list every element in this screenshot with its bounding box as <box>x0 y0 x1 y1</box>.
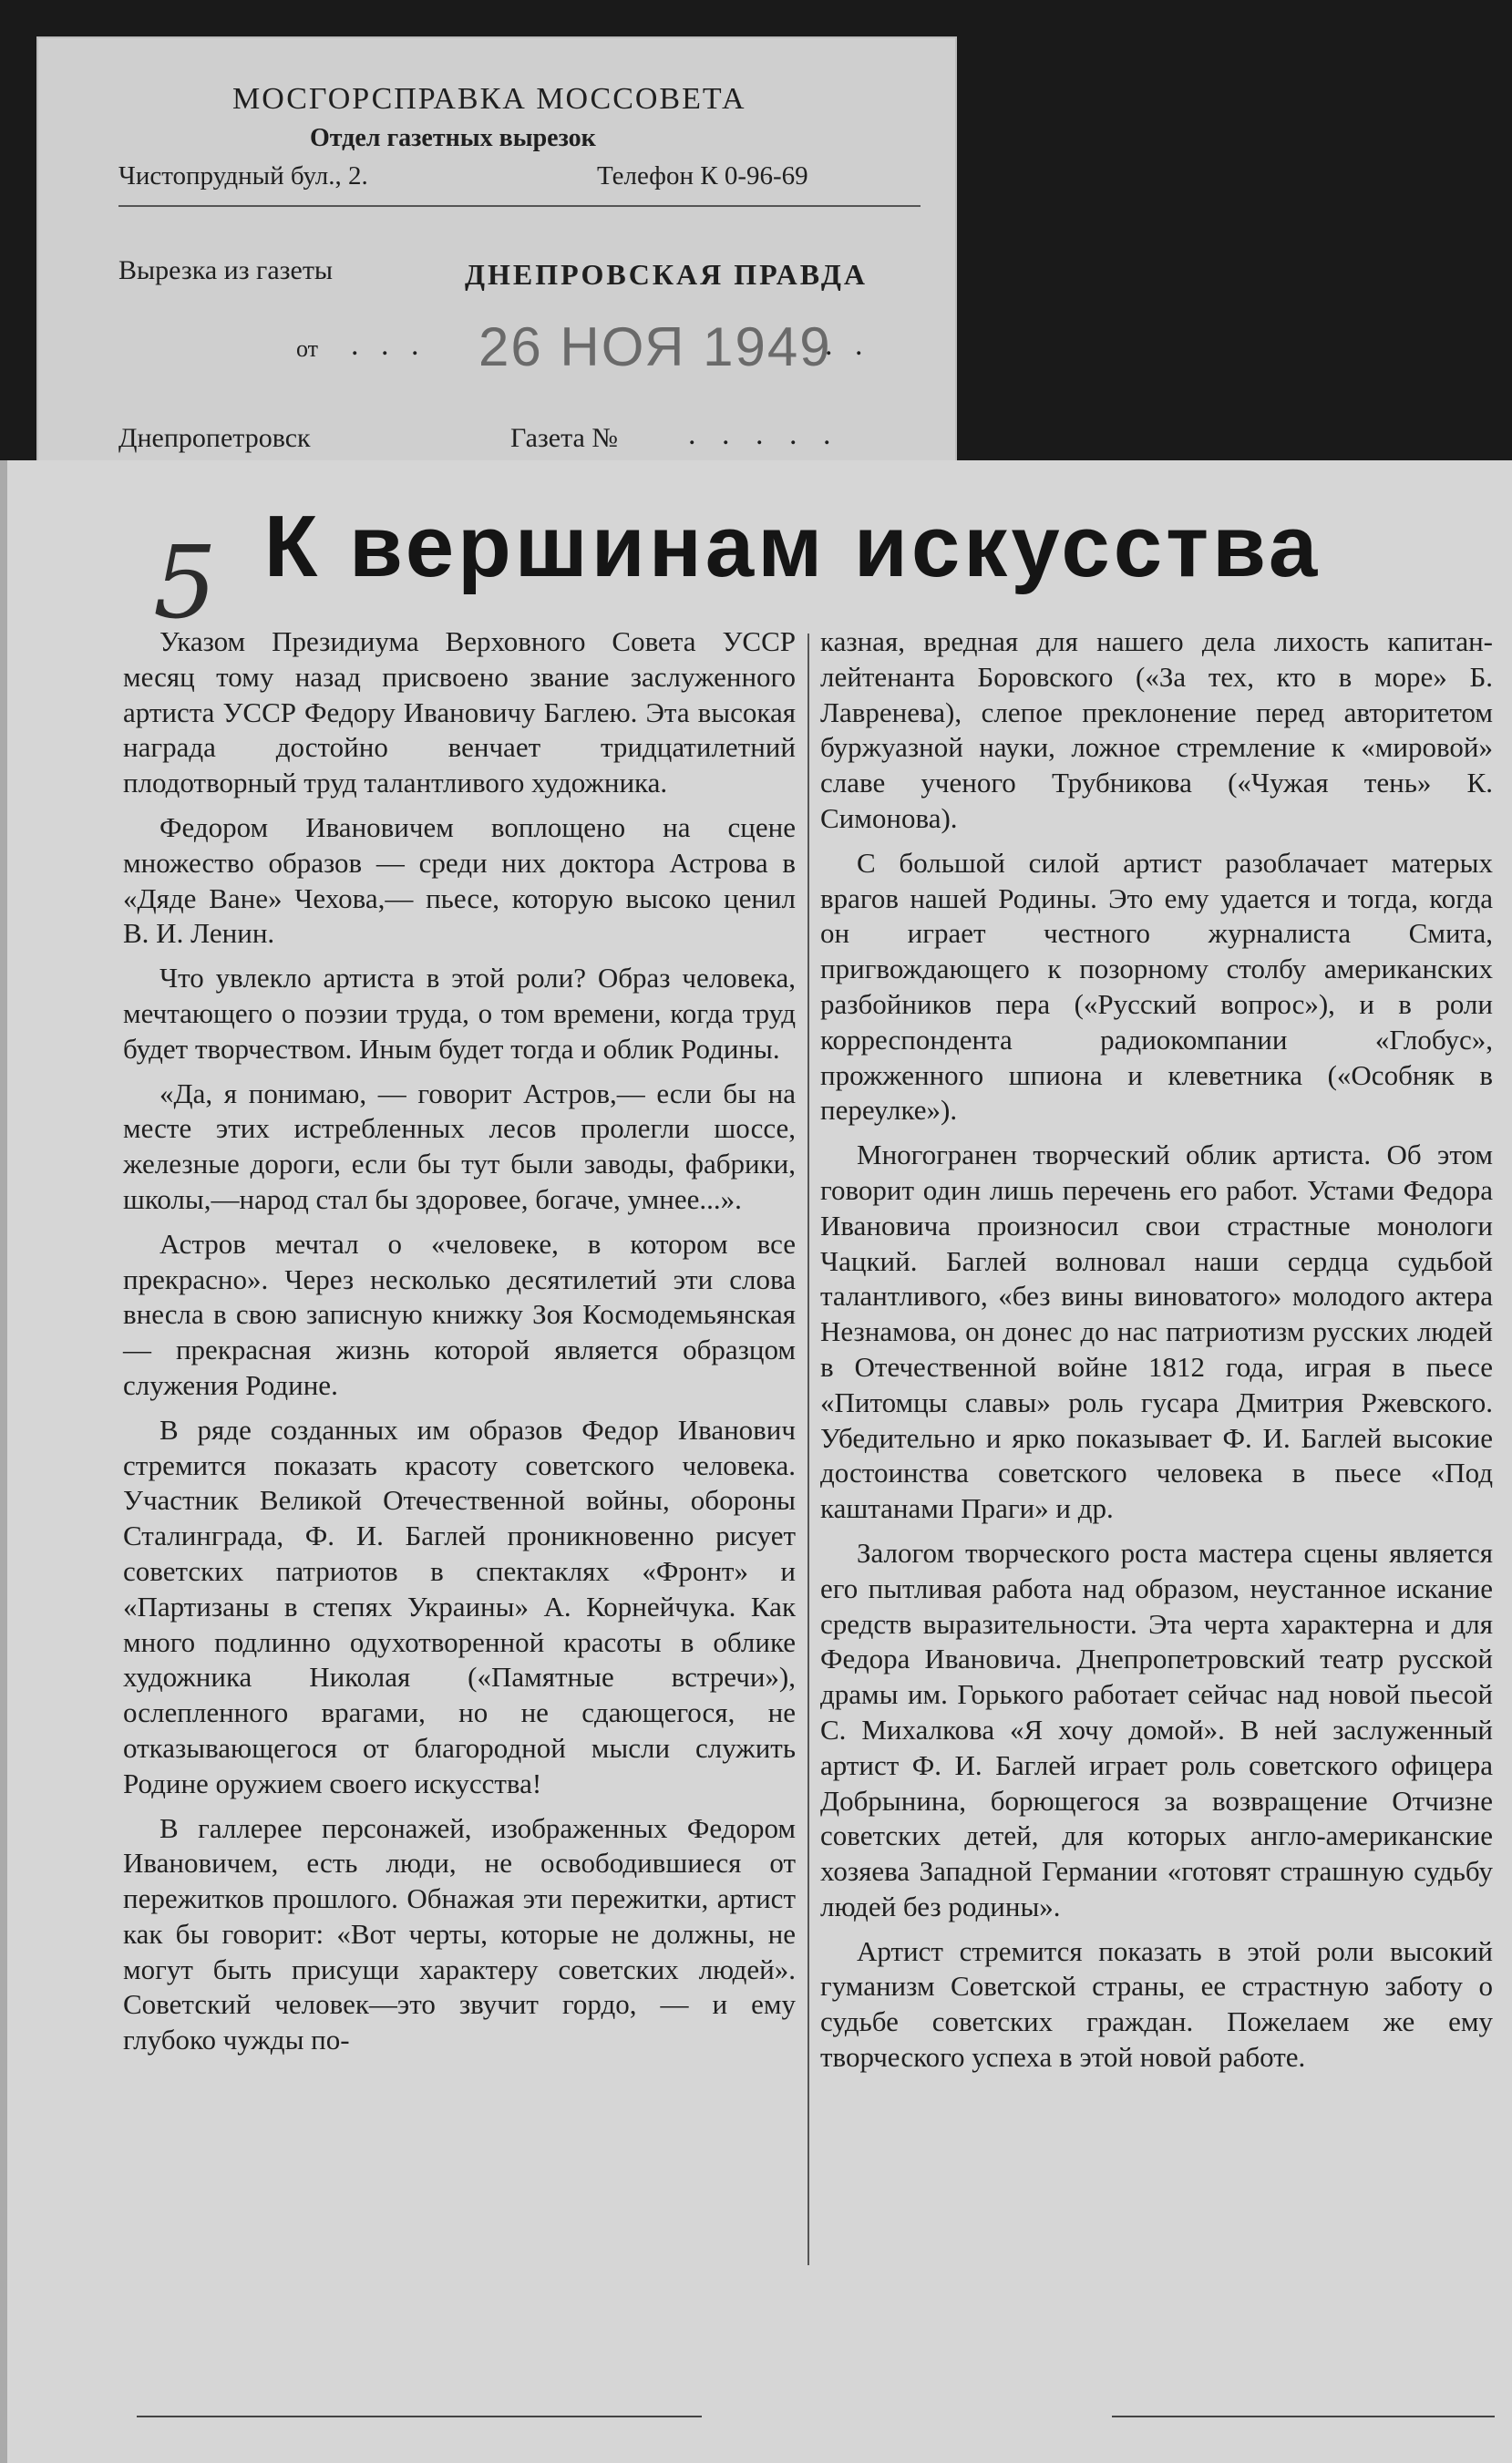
article-paragraph: казная, вредная для нашего дела лихость капитан-лейтенанта Боровского («За тех, кто в море» Б. Лавренева), слепое преклонение перед авторитетом буржуазной науки, ложное стремление к «мировой» славе ученого Трубникова («Чужая тень» К. Симонова). <box>820 625 1493 834</box>
agency-phone: Телефон К 0-96-69 <box>597 161 808 191</box>
article-paragraph: В галлерее персонажей, изображенных Федором Ивановичем, есть люди, не освободившиеся от пережитков прошлого. Обнажая эти пережитки, артист как бы говорит: «Вот черты, которые не должны, не могут быть присущи характеру советских людей». Советский человек—это звучит гордо, — и ему глубоко чужды по- <box>123 1811 796 2056</box>
archive-label <box>36 36 957 465</box>
label-divider <box>118 205 921 207</box>
column-divider <box>807 634 809 2265</box>
article-column-right <box>820 624 1493 2085</box>
newspaper-name: ДНЕПРОВСКАЯ ПРАВДА <box>465 258 868 291</box>
newspaper-clipping <box>0 460 1512 2463</box>
date-label: от <box>296 335 319 362</box>
article-paragraph: Указом Президиума Верховного Совета УССР месяц тому назад присвоено звание заслуженного артиста УССР Федору Ивановичу Баглею. Эта высокая награда достойно венчает тридцатилетний плодотворный труд талантливого художника. <box>123 625 796 799</box>
article-paragraph: Астров мечтал о «человеке, в котором все прекрасно». Через несколько десятилетий эти слова внесла в свою записную книжку Зоя Космодемьянская — прекрасная жизнь которой является образцом служения Родине. <box>123 1227 796 1401</box>
date-dots-right: . . <box>825 328 870 362</box>
article-paragraph: Что увлекло артиста в этой роли? Образ человека, мечтающего о поэзии труда, о том времени, когда труд будет творчеством. Иным будет тогда и облик Родины. <box>123 962 796 1065</box>
footer-rule-right <box>1112 2416 1495 2417</box>
article-column-left <box>123 624 796 2067</box>
department-name: Отдел газетных вырезок <box>310 124 596 152</box>
article-headline: К вершинам искусства <box>263 498 1322 595</box>
article-paragraph: В ряде созданных им образов Федор Иванович стремится показать красоту советского человека. Участник Великой Отечественной войны, обороны Сталинграда, Ф. И. Баглей проникновенно рисует советских патриотов в спектаклях «Фронт» и «Партизаны в степях Украины» А. Корнейчука. Как много подлинно одухотворенной красоты в облике художника Николая («Памятные встречи»), ослепленного врагами, но не сдающегося, не отказывающегося от благородной мысли служить Родине оружием своего искусства! <box>123 1413 796 1799</box>
gazette-dots: . . . . . <box>688 417 840 451</box>
cutting-label: Вырезка из газеты <box>118 255 334 285</box>
article-paragraph: Залогом творческого роста мастера сцены является его пытливая работа над образом, неустанное искание средств выразительности. Эта черта характерна и для Федора Ивановича. Днепропетровский театр русской драмы им. Горького работает сейчас над новой пьесой С. Михалкова «Я хочу домой». В ней заслуженный артист Ф. И. Баглей играет роль советского офицера Добрынина, борющегося за возвращение Отчизне советских детей, для которых англо-американские хозяева Западной Германии «готовят страшную судьбу людей без родины». <box>820 1536 1493 1922</box>
article-paragraph: Многогранен творческий облик артиста. Об этом говорит один лишь перечень его работ. Устами Федора Ивановича произносил свои страстные монологи Чацкий. Баглей волновал наши сердца судьбой талантливого, «без вины виноватого» молодого актера Незнамова, он донес до нас патриотизм русских людей в Отечественной войне 1812 года, играя в пьесе «Питомцы славы» роль гусара Дмитрия Ржевского. Убедительно и ярко показывает Ф. И. Баглей высокие достоинства советского человека в пьесе «Под каштанами Праги» и др. <box>820 1139 1493 1525</box>
date-stamp: 26 НОЯ 1949 <box>478 316 832 377</box>
article-paragraph: Артист стремится показать в этой роли высокий гуманизм Советской страны, ее страстную заботу о судьбе советских граждан. Пожелаем же ему творческого успеха в этой новой работе. <box>820 1934 1493 2074</box>
pencil-mark: 5 <box>153 524 217 641</box>
article-paragraph: С большой силой артист разоблачает матерых врагов нашей Родины. Это ему удается и тогда, когда он играет честного журналиста Смита, пригвождающего к позорному столбу американских разбойников пера («Русский вопрос»), и в роли корреспондента радиокомпании «Глобус», прожженного шпиона и клеветника («Особняк в переулке»). <box>820 846 1493 1127</box>
agency-address: Чистопрудный бул., 2. <box>118 161 368 191</box>
agency-name: МОСГОРСПРАВКА МОССОВЕТА <box>232 82 746 116</box>
article-paragraph: Федором Ивановичем воплощено на сцене множество образов — среди них доктора Астрова в «Дяде Ване» Чехова,— пьесе, которую высоко ценил В. И. Ленин. <box>123 810 796 950</box>
gazette-number-label: Газета № <box>510 423 618 453</box>
article-paragraph: «Да, я понимаю, — говорит Астров,— если бы на месте этих истребленных лесов пролегли шоссе, железные дороги, если бы тут были заводы, фабрики, школы,—народ стал бы здоровее, богаче, умнее...». <box>123 1077 796 1215</box>
date-dots-left: . . . <box>351 328 427 362</box>
city-name: Днепропетровск <box>118 423 311 453</box>
footer-rule-left <box>137 2416 702 2417</box>
